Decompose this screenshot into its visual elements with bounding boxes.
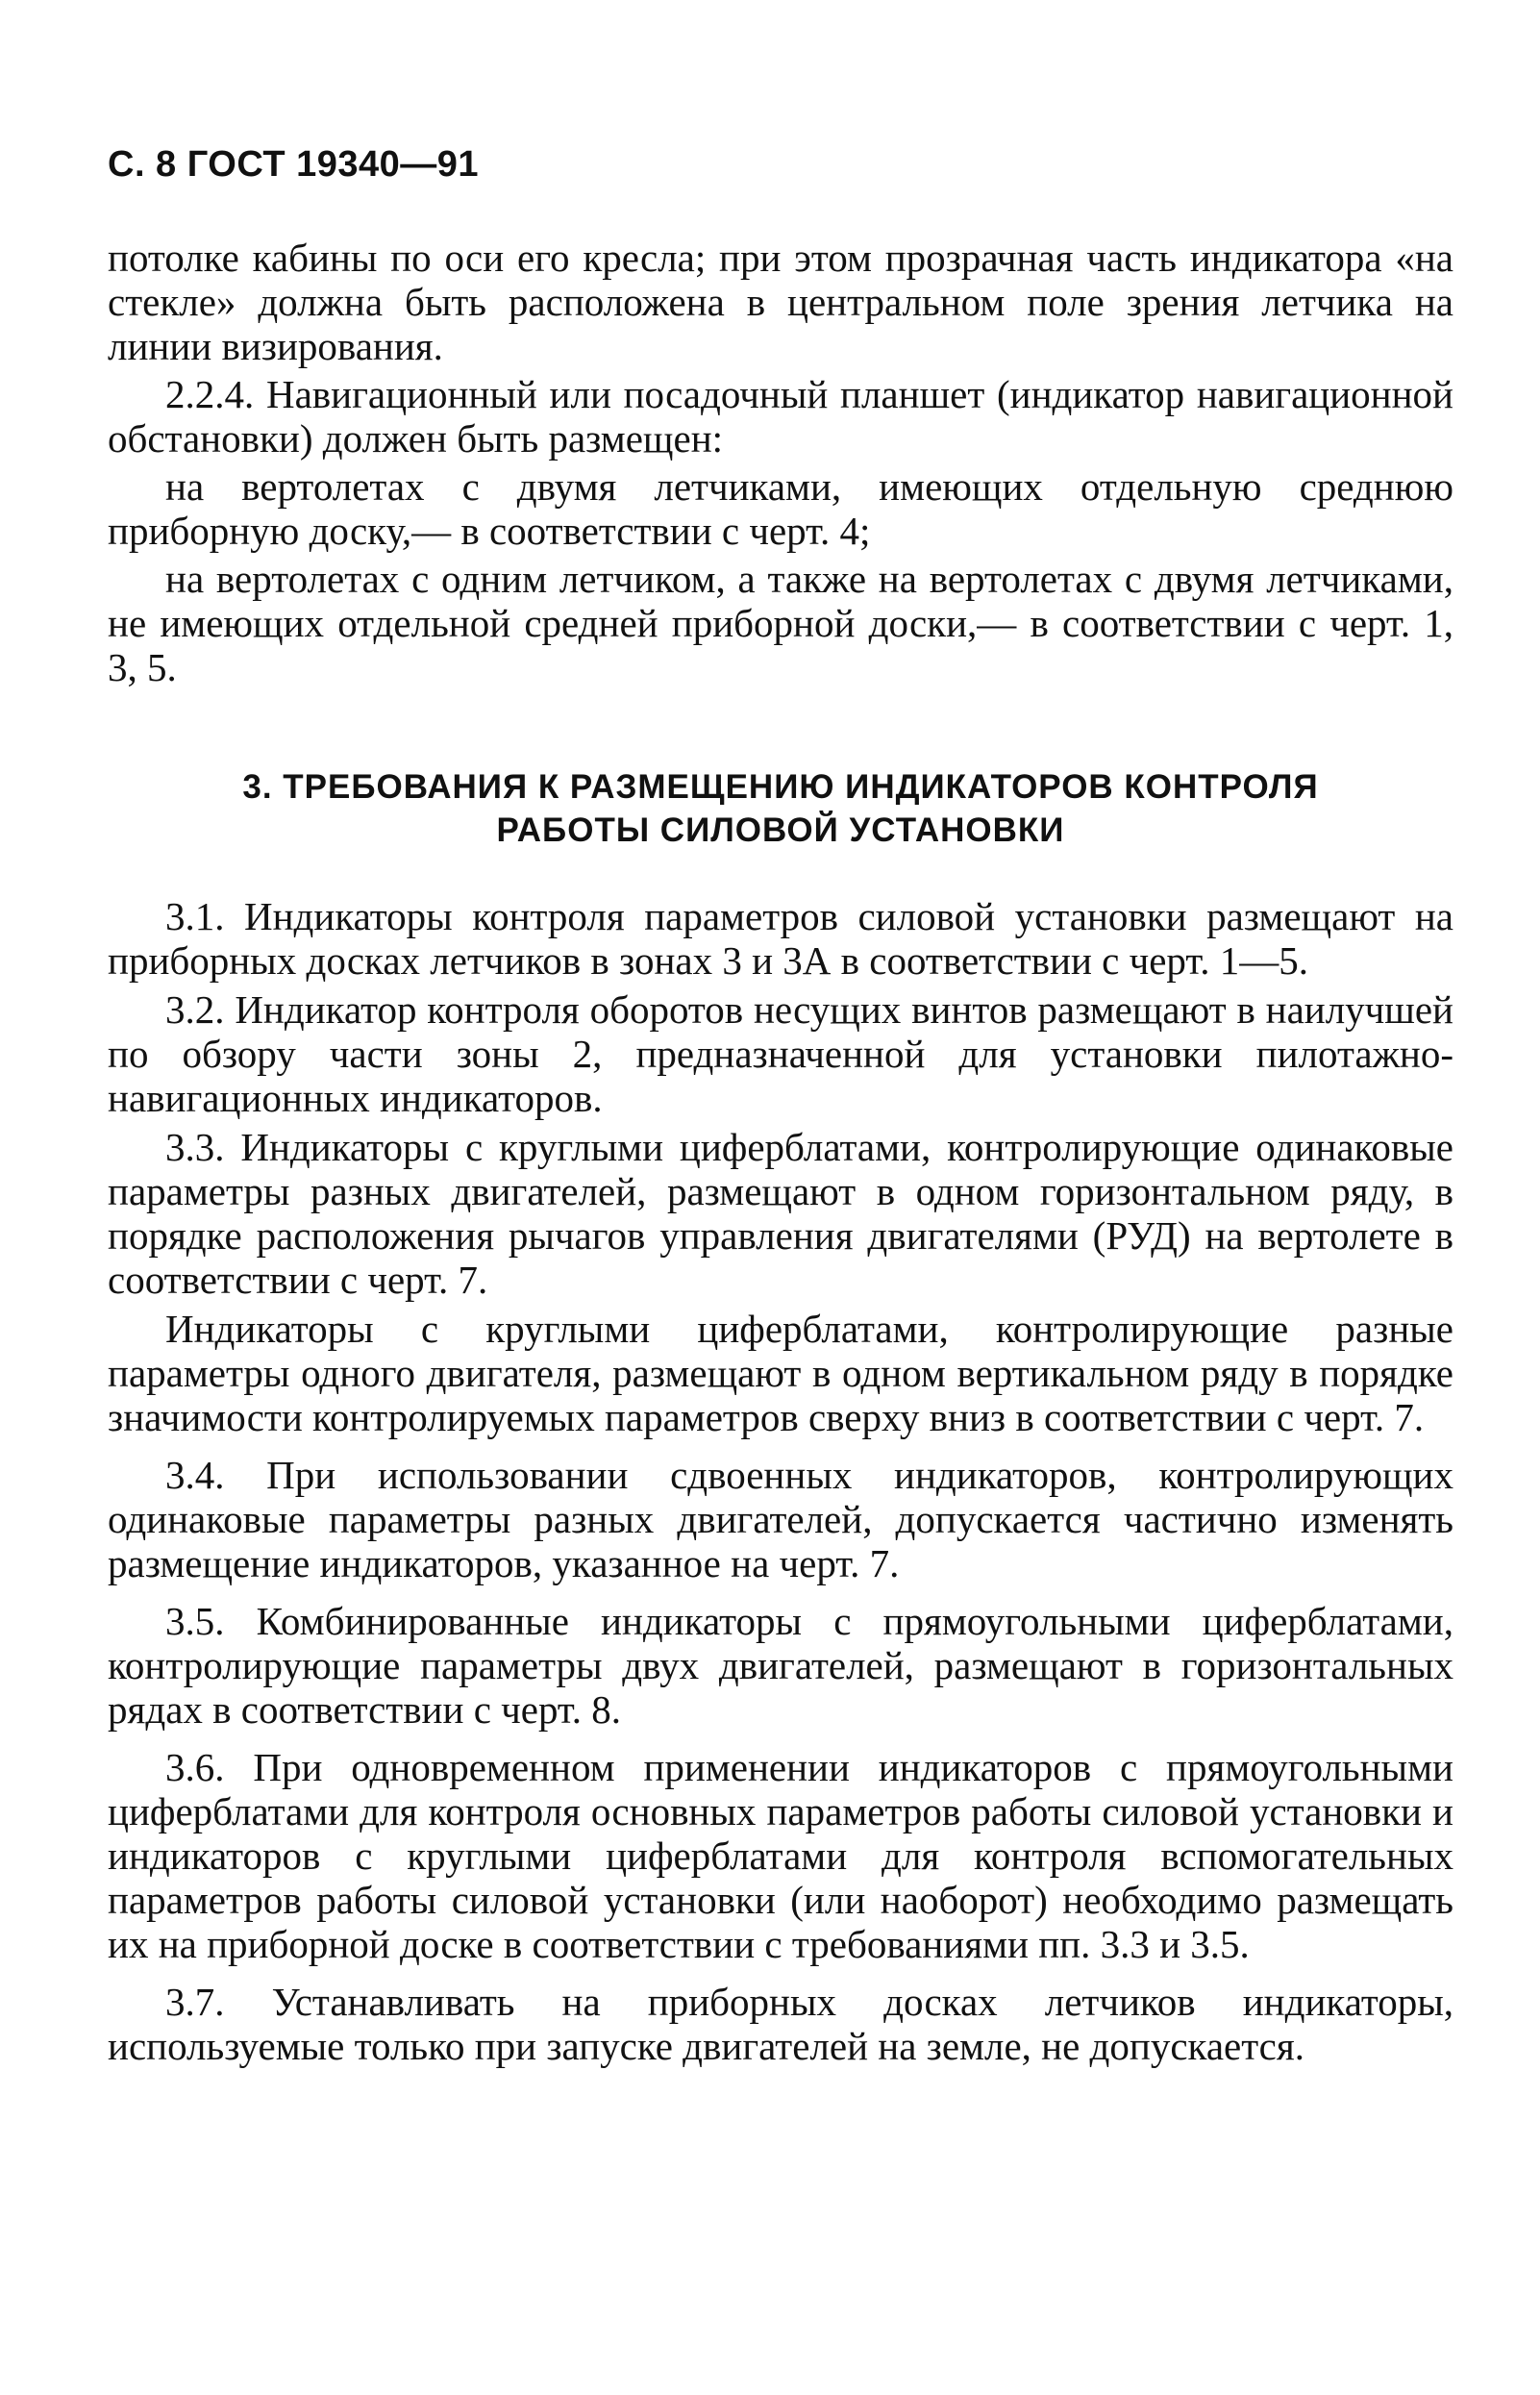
paragraph-2-2-4: 2.2.4. Навигационный или посадочный планшет (индикатор навигационной обстановки) должен быть размещен:	[108, 372, 1453, 461]
section-3-text-block	[108, 894, 1453, 2068]
paragraph-3-3-cont: Индикаторы с круглыми циферблатами, контролирующие разные параметры одного двигателя, размещают в одном вертикальном ряду в порядке значимости контролируемых параметров сверху вниз в соответствии с черт. 7.	[108, 1307, 1453, 1439]
section-title-line-2: РАБОТЫ СИЛОВОЙ УСТАНОВКИ	[496, 811, 1065, 849]
paragraph-3-4: 3.4. При использовании сдвоенных индикаторов, контролирующих одинаковые параметры разных двигателей, допускается частично изменять размещение индикаторов, указанное на черт. 7.	[108, 1453, 1453, 1585]
paragraph-3-3: 3.3. Индикаторы с круглыми циферблатами, контролирующие одинаковые параметры разных двигателей, размещают в одном горизонтальном ряду, в порядке расположения рычагов управления двигателями (РУД) на вертолете в соответствии с черт. 7.	[108, 1125, 1453, 1302]
paragraph-3-5: 3.5. Комбинированные индикаторы с прямоугольными циферблатами, контролирующие параметры двух двигателей, размещают в горизонтальных рядах в соответствии с черт. 8.	[108, 1599, 1453, 1732]
section-title-line-1: 3. ТРЕБОВАНИЯ К РАЗМЕЩЕНИЮ ИНДИКАТОРОВ КОНТРОЛЯ	[242, 768, 1319, 806]
paragraph-one-pilot: на вертолетах с одним летчиком, а также на вертолетах с двумя летчиками, не имеющих отдельной средней приборной доски,— в соответствии с черт. 1, 3, 5.	[108, 557, 1453, 689]
page-header: С. 8 ГОСТ 19340—91	[108, 144, 480, 185]
paragraph-two-pilots: на вертолетах с двумя летчиками, имеющих отдельную среднюю приборную доску,— в соответствии с черт. 4;	[108, 464, 1453, 553]
section-3-title	[108, 765, 1453, 852]
paragraph-3-7: 3.7. Устанавливать на приборных досках летчиков индикаторы, используемые только при запуске двигателей на земле, не допускается.	[108, 1980, 1453, 2068]
paragraph-3-6: 3.6. При одновременном применении индикаторов с прямоугольными циферблатами для контроля основных параметров работы силовой установки и индикаторов с круглыми циферблатами для контроля вспомогательных параметров работы силовой установки (или наоборот) необходимо размещать их на приборной доске в соответствии с требованиями пп. 3.3 и 3.5.	[108, 1745, 1453, 1966]
paragraph-continuation: потолке кабины по оси его кресла; при этом прозрачная часть индикатора «на стекле» должна быть расположена в центральном поле зрения летчика на линии визирования.	[108, 236, 1453, 368]
paragraph-3-1: 3.1. Индикаторы контроля параметров силовой установки размещают на приборных досках летчиков в зонах 3 и 3А в соответствии с черт. 1—5.	[108, 894, 1453, 983]
paragraph-3-2: 3.2. Индикатор контроля оборотов несущих винтов размещают в наилучшей по обзору части зоны 2, предназначенной для установки пилотажно-навигационных индикаторов.	[108, 987, 1453, 1120]
top-text-block	[108, 236, 1453, 689]
